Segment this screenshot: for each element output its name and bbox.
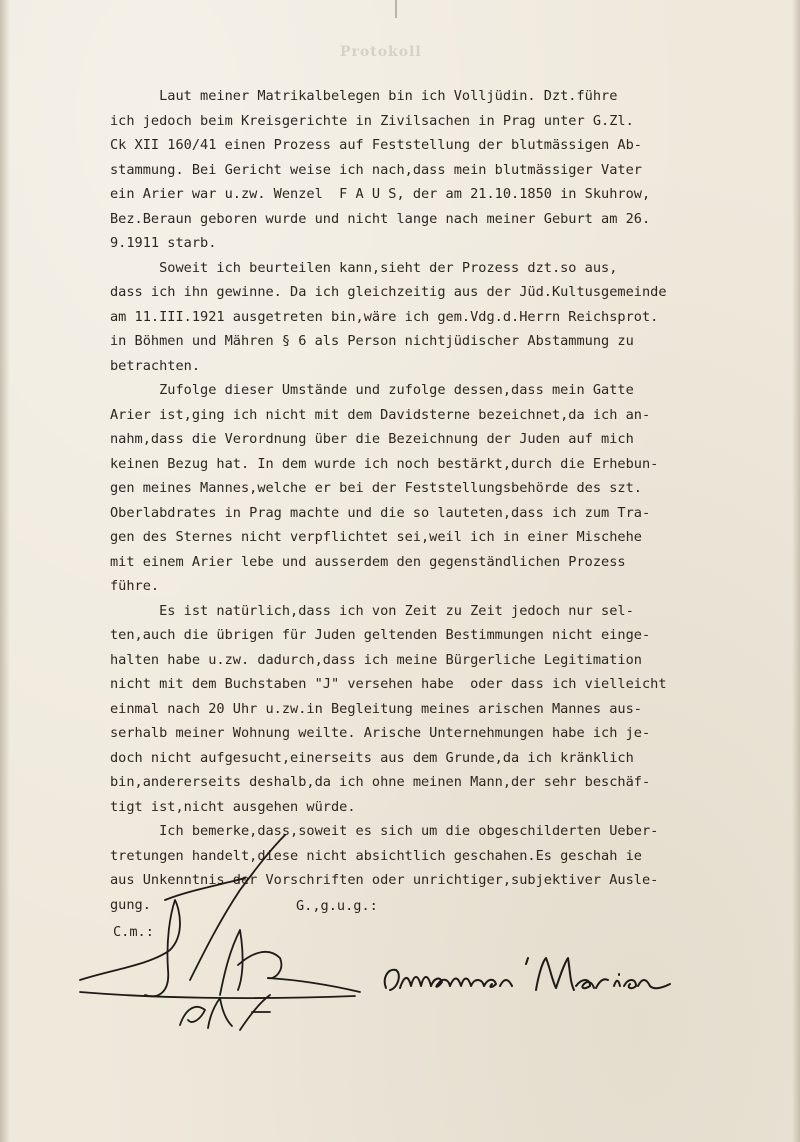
document-body: [110, 84, 790, 917]
signature-stroke: [624, 980, 636, 988]
text-line: führe.: [110, 578, 160, 594]
text-line: am 11.III.1921 ausgetreten bin,wäre ich gem.Vdg.d.Herrn Reichsprot.: [110, 308, 659, 325]
signature-stroke: [268, 978, 360, 992]
text-line: Soweit ich beurteilen kann,sieht der Prozess dzt.so aus,: [110, 259, 618, 276]
signature-stroke: [400, 977, 431, 988]
signature-stroke: [596, 974, 620, 988]
signature-stroke: [450, 979, 484, 987]
signature-stroke: [484, 980, 496, 987]
place-abbreviation: C.m.:: [113, 924, 154, 940]
text-line: halten habe u.zw. dadurch,dass ich meine Bürgerliche Legitimation: [110, 651, 642, 668]
signature-stroke: [208, 998, 232, 1028]
official-signature: [70, 830, 370, 1040]
text-line: tretungen handelt,diese nicht absichtlich geschahen.Es geschah ie: [110, 847, 642, 864]
text-line: Ck XII 160/41 einen Prozess auf Feststellung der blutmässigen Ab-: [110, 137, 642, 153]
text-line: nahm,dass die Verordnung über die Bezeichnung der Juden auf mich: [110, 431, 634, 447]
text-line: ein Arier war u.zw. Wenzel F A U S, der am 21.10.1850 in Skuhrow,: [110, 186, 651, 202]
text-line: keinen Bezug hat. In dem wurde ich noch bestärkt,durch die Erhebun-: [110, 455, 659, 472]
text-line: tigt ist,nicht ausgehen würde.: [110, 798, 356, 815]
signature-stroke: [190, 835, 285, 980]
paper-edge-left: [0, 0, 10, 1142]
text-line: Laut meiner Matrikalbelegen bin ich Volljüdin. Dzt.führe: [110, 88, 618, 104]
text-line: gen des Sternes nicht verpflichtet sei,weil ich in einer Mischehe: [110, 529, 642, 545]
signature-stroke: [180, 1007, 205, 1025]
signature-stroke: [431, 979, 450, 987]
closing-formula: G.,g.u.g.:: [296, 898, 378, 914]
signature-stroke: [238, 952, 281, 978]
signature-stroke: [80, 992, 355, 998]
text-line: bin,andererseits deshalb,da ich ohne meinen Mann,der sehr beschäf-: [110, 774, 651, 790]
text-line: ten,auch die übrigen für Juden geltenden Bestimmungen nicht einge-: [110, 627, 651, 643]
signature-stroke: [385, 970, 399, 990]
signature-stroke: [500, 958, 528, 986]
text-line: serhalb meiner Wohnung weilte. Arische Unternehmungen habe ich je-: [110, 725, 651, 741]
name-signature: [378, 948, 678, 1008]
text-line: nicht mit dem Buchstaben "J" versehen habe oder dass ich vielleicht: [110, 676, 667, 692]
signature-stroke: [536, 958, 574, 990]
paper-fold-mark: [395, 0, 397, 18]
text-line: aus Unkenntnis der Vorschriften oder unrichtiger,subjektiver Ausle-: [110, 872, 659, 888]
signature-stroke: [80, 900, 180, 996]
text-line: dass ich ihn gewinne. Da ich gleichzeitig aus der Jüd.Kultusgemeinde: [110, 284, 667, 300]
text-line: Oberlabdrates in Prag machte und die so lauteten,dass ich zum Tra-: [110, 504, 651, 521]
bleed-through-title: Protokoll: [340, 44, 422, 60]
text-line: ich jedoch beim Kreisgerichte in Zivilsachen in Prag unter G.Zl.: [110, 112, 634, 129]
signature-stroke: [240, 995, 270, 1030]
text-line: Arier ist,ging ich nicht mit dem Davidsterne bezeichnet,da ich an-: [110, 406, 651, 423]
text-line: mit einem Arier lebe und ausserdem den gegenständlichen Prozess: [110, 553, 626, 570]
text-line: doch nicht aufgesucht,einerseits aus dem Grunde,da ich kränklich: [110, 749, 634, 766]
text-line: betrachten.: [110, 357, 201, 374]
text-line: einmal nach 20 Uhr u.zw.in Begleitung meines arischen Mannes aus-: [110, 700, 642, 717]
text-line: Bez.Beraun geboren wurde und nicht lange nach meiner Geburt am 26.: [110, 210, 651, 227]
text-line: in Böhmen und Mähren § 6 als Person nichtjüdischer Abstammung zu: [110, 333, 634, 349]
signature-stroke: [638, 980, 670, 988]
text-line: gen meines Mannes,welche er bei der Feststellungsbehörde des szt.: [110, 480, 642, 496]
text-line: Ich bemerke,dass,soweit es sich um die obgeschilderten Ueber-: [110, 823, 659, 839]
text-line: 9.1911 starb.: [110, 235, 217, 251]
signature-stroke: [165, 878, 245, 900]
paper-edge-right: [792, 0, 800, 1142]
text-line: stammung. Bei Gericht weise ich nach,dass mein blutmässiger Vater: [110, 161, 642, 178]
signature-stroke: [220, 930, 243, 995]
text-line: gung.: [110, 896, 151, 913]
text-line: Es ist natürlich,dass ich von Zeit zu Zeit jedoch nur sel-: [110, 602, 634, 619]
signature-stroke: [576, 980, 594, 988]
text-line: Zufolge dieser Umstände und zufolge dessen,dass mein Gatte: [110, 382, 634, 398]
